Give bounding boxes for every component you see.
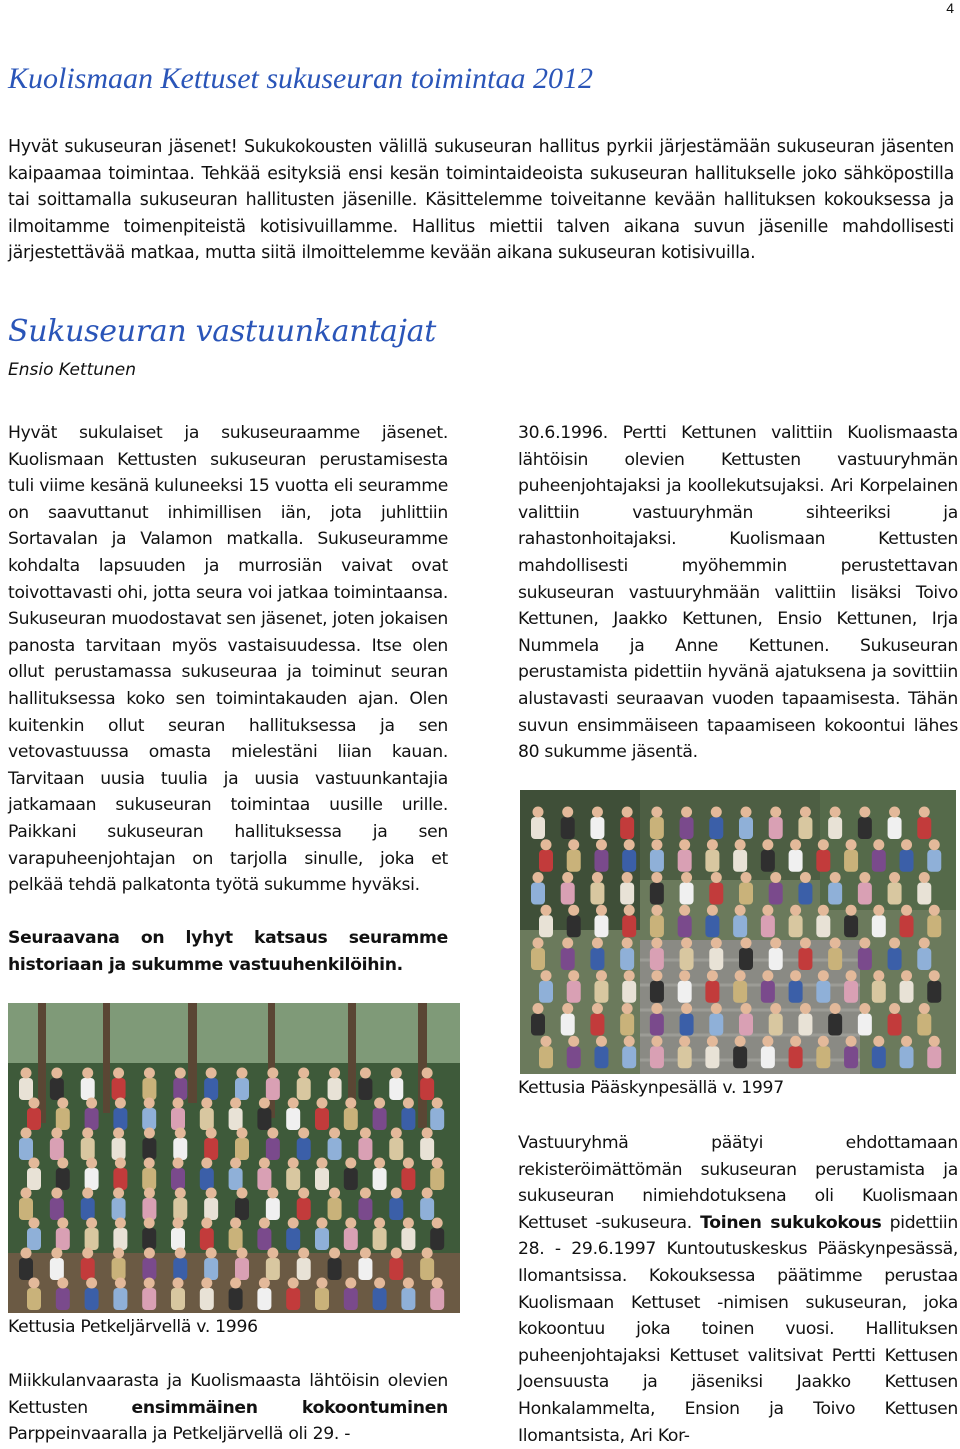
- intro-paragraph: Hyvät sukuseuran jäsenet! Sukukokousten välillä sukuseuran hallitus pyrkii järjestämään sukuseuran jäsenten kaipaamaa toimintaa. Tehkää esityksiä ensi kesän toimintaideoista sukuseuran hallitukselle joko sähköpostilla tai soittamalla sukuseuran hallitusten jäsenille. Käsittelemme toiveitanne kevään hallituksen kokouksessa ja ilmoitamme toimenpiteistä kotisivuillamme. Hallitus miettii talven aikana suvun jäsenille mahdollisesti järjestettävää matkaa, mutta siitä ilmoittelemme kevään aikana sukuseuran kotisivuilla.: [8, 137, 954, 263]
- left-column-text: [8, 420, 448, 899]
- left-column-paragraph: Hyvät sukulaiset ja sukuseuraamme jäsenet. Kuolismaan Kettusten sukuseuran perustamisesta tuli viime kesänä kuluneeksi 15 vuotta eli seuramme on saavuttanut inhimillisen iän, jota juhlittiin Sortavalan ja Valamon matkalla. Sukuseuramme kohdalta lapsuuden ja murrosiän vaivat ovat toivottavasti ohi, jotta seura voi jatkaa toimintaansa. Sukuseuran muodostavat sen jäsenet, joten jokaisen panosta tarvitaan myös vastaisuudessa. Itse olen ollut perustamassa sukuseuraa ja toiminut seuran hallituksessa koko sen toimintakauden ajan. Olen kuitenkin ollut seuran hallituksessa ja sen vetovastuussa omasta mielestäni liian kauan. Tarvitaan uusia tuulia ja uusia vastuunkantajia jatkamaan sukuseuran toimintaa uusille urille. Paikkani sukuseuran hallituksessa ja sen varapuheenjohtajan on tarjolla sinulle, joka et pelkää tehdä palkatonta työtä sukumme hyväksi.: [8, 423, 448, 896]
- caption-1996: Kettusia Petkeljärvellä v. 1996: [8, 1317, 258, 1337]
- right-bottom-paragraph: [518, 1130, 958, 1449]
- right-bottom-bold: Toinen sukukokous: [700, 1212, 882, 1233]
- left-bottom-part2: Parppeinvaaralla ja Petkeljärvellä oli 29. -: [8, 1424, 351, 1445]
- left-bottom-paragraph: [8, 1368, 448, 1448]
- right-bottom-part1: Vastuuryhmä päätyi ehdottamaan rekisteröimättömän sukuseuran perustamista ja sukuseuran nimiehdotuksena oli Kuolismaan Kettuset -sukuseura.: [518, 1133, 958, 1233]
- right-column-text: [518, 420, 958, 766]
- caption-1997: Kettusia Pääskynpesällä v. 1997: [518, 1078, 784, 1098]
- page-number: 4: [946, 0, 954, 16]
- left-bottom-text: [8, 1368, 448, 1448]
- left-bottom-bold: ensimmäinen kokoontuminen: [131, 1397, 448, 1418]
- right-column-paragraph: 30.6.1996. Pertti Kettunen valittiin Kuolismaasta lähtöisin olevien Kettusten vastuuryhmän puheenjohtajaksi ja koollekutsujaksi. Ari Korpelainen valittiin vastuuryhmän sihteeriksi ja rahastonhoitajaksi. Kuolismaan Kettusten mahdollisesti myöhemmin perustettavan sukuseuran vastuuryhmään valittiin lisäksi Toivo Kettunen, Jaakko Kettunen, Ensio Kettunen, Irja Nummela ja Anne Kettunen. Sukuseuran perustamista pidettiin hyvänä ajatuksena ja sovittiin alustavasti seuraavan vuoden tapaamisesta. Tähän suvun ensimmäiseen tapaamiseen kokoontui lähes 80 sukumme jäsentä.: [518, 423, 958, 763]
- left-bottom-part1: Miikkulanvaarasta ja Kuolismaasta lähtöisin olevien Kettusten: [8, 1371, 448, 1418]
- group-photo-1996: [8, 1003, 460, 1313]
- author-name: Ensio Kettunen: [8, 360, 137, 380]
- bold-note: Seuraavana on lyhyt katsaus seuramme historiaan ja sukumme vastuuhenkilöihin.: [8, 928, 448, 975]
- section-title: Sukuseuran vastuunkantajat: [8, 314, 436, 349]
- right-bottom-part2: pidettiin 28. - 29.6.1997 Kuntoutuskeskus Pääskynpesässä, Ilomantsissa. Kokouksessa päätimme perustaa Kuolismaan Kettuset -nimisen sukuseuran, joka kokoontuu joka toinen vuosi. Hallituksen puheenjohtajaksi Kettuset valitsivat Pertti Kettusen Joensuusta ja jäseniksi Jaakko Kettusen Honkalammelta, Ension ja Toivo Kettusen Ilomantsista, Ari Kor-: [518, 1212, 958, 1446]
- group-photo-1997: [520, 790, 956, 1074]
- page-title: Kuolismaan Kettuset sukuseuran toimintaa 2012: [8, 62, 593, 95]
- right-bottom-text: [518, 1130, 958, 1449]
